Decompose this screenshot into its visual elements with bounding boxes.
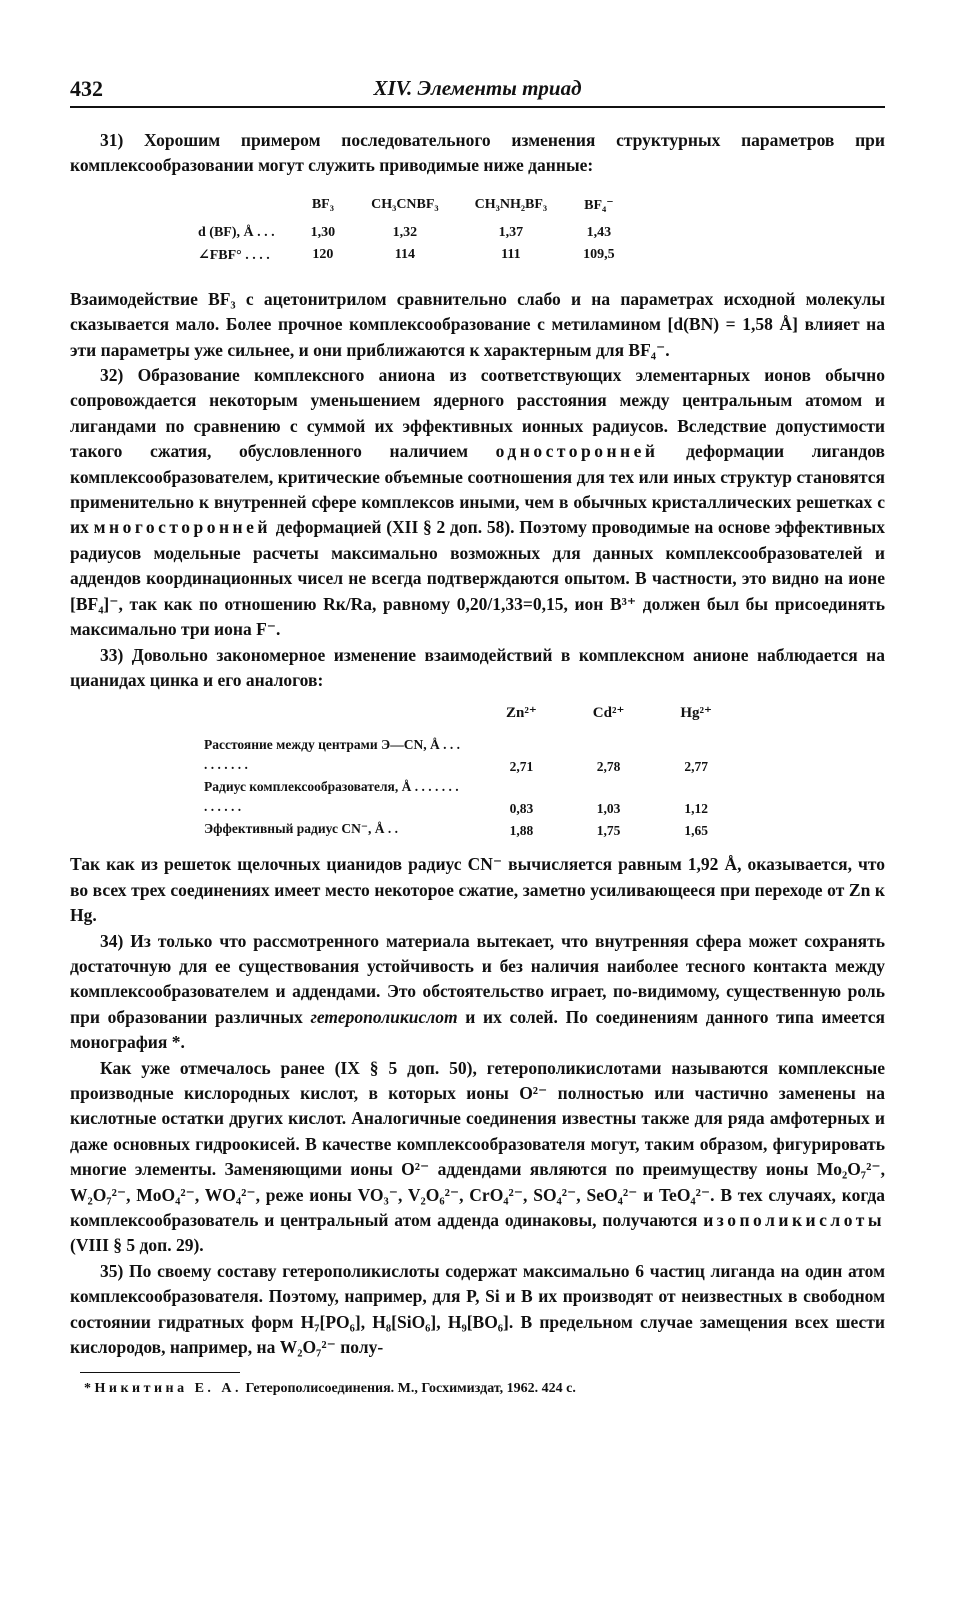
paragraph-33-continued: Так как из решеток щелочных цианидов радиус CN⁻ вычисляется равным 1,92 Å, оказывается, что во всех трех соединениях имеет место некоторое сжатие, заметно усиливающееся при переходе от Zn к Hg.	[70, 854, 885, 926]
row-label: ∠FBF° . . . .	[198, 247, 270, 263]
table-cell: 1,75	[596, 823, 621, 839]
table-cell: 1,30	[310, 224, 336, 240]
footnote-divider	[80, 1372, 240, 1373]
column-header: BF₃	[311, 197, 334, 213]
table-cell: 120	[312, 247, 334, 263]
table-cell: 111	[501, 247, 521, 263]
running-title: XIV. Элементы триад	[373, 76, 582, 100]
table-cell: 2,71	[509, 759, 534, 775]
text-span: деформацией (XII § 2 доп. 58). Поэтому проводимые на основе эффективных радиусов модельные расчеты максимально возможных для данных комплексообразователей и аддендов координационных чисел не всегда подтверждаются опытом. В частности, это видно на ионе [BF₄]⁻, так как по отношению Rк/Rа, равному 0,20/1,33=0,15, ион B³⁺ должен был бы присоединять максимально три иона F⁻.	[70, 517, 885, 640]
column-header: BF₄⁻	[584, 197, 614, 213]
paragraph-34	[70, 929, 885, 1056]
column-header: Cd²⁺	[592, 705, 625, 722]
table-cell: 109,5	[583, 247, 615, 263]
paragraph-34-continued	[70, 1056, 885, 1259]
row-label: Расстояние между центрами Э—CN, Å . . . . . . . . . .	[204, 737, 460, 773]
table-cell: 1,12	[684, 801, 708, 817]
row-label: Радиус комплексообразователя, Å . . . . . . . . . . . . .	[204, 779, 459, 815]
italic-term: гетерополикислот	[310, 1006, 458, 1027]
bf-parameters-table	[198, 195, 633, 267]
table-row	[204, 734, 740, 776]
spaced-emphasis: односторонней	[495, 441, 659, 462]
table-cell: 1,32	[392, 224, 418, 240]
spaced-emphasis: многосторонней	[93, 517, 271, 538]
footnote	[70, 1381, 885, 1397]
row-label: d (BF), Å . . .	[198, 224, 275, 240]
table-corner	[198, 195, 293, 222]
table-corner	[204, 703, 478, 734]
paragraph-32	[70, 363, 885, 642]
table-cell: 0,83	[509, 801, 534, 817]
table-header-row	[204, 703, 740, 734]
table-row	[204, 776, 740, 818]
footnote-marker: *	[84, 1381, 91, 1397]
table-row	[204, 818, 740, 840]
column-header: CH₃CNBF₃	[371, 197, 439, 213]
paragraph-33: 33) Довольно закономерное изменение взаимодействий в комплексном анионе наблюдается на цианидах цинка и его аналогов:	[70, 644, 885, 690]
column-header: Zn²⁺	[506, 705, 537, 722]
column-header: CH₃NH₂BF₃	[474, 197, 548, 213]
text-span: деформации лигандов комплексообразователем, критические объемные соотношения для тех или иных структур становятся применительно к внутренней сфере комплексов иными, чем в обычных кристаллических решетках с их	[70, 441, 885, 538]
spaced-emphasis: изополикислоты	[703, 1210, 885, 1230]
paragraph-35: 35) По своему составу гетерополикислоты содержат максимально 6 частиц лиганда на один атом комплексообразователя. Поэтому, например, для P, Si и B их производят от неизвестных в свободном состоянии гидратных форм H₇[PO₆], H₈[SiO₆], H₉[BO₆]. В предельном случае замещения всех шести кислородов, например, на W₂O₇²⁻ полу-	[70, 1260, 885, 1358]
page	[70, 70, 885, 1397]
table-cell: 1,43	[586, 224, 612, 240]
table-cell: 114	[394, 247, 415, 263]
cyanide-table	[204, 703, 740, 840]
text-span: (VIII § 5 доп. 29).	[70, 1235, 204, 1256]
column-header: Hg²⁺	[680, 705, 712, 722]
table-cell: 1,88	[509, 823, 534, 839]
footnote-text: Гетерополисоединения. М., Госхимиздат, 1962. 424 с.	[242, 1381, 576, 1397]
table-row	[198, 244, 633, 267]
table-cell: 1,03	[596, 801, 621, 817]
table-cell: 2,77	[684, 759, 708, 775]
table-cell: 2,78	[596, 759, 621, 775]
page-header	[70, 70, 885, 108]
text-span: и их солей. По соединениям данного типа имеется монография *.	[70, 1006, 885, 1053]
page-number: 432	[70, 76, 103, 101]
text-span: 34) Из только что рассмотренного материала вытекает, что внутренняя сфера может сохранять достаточную для ее существования устойчивость и без наличия наиболее тесного контакта между комплексообразователем и аддендами. Это обстоятельство играет, по-видимому, существенную роль при образовании различных	[70, 930, 885, 1027]
text-span: 32) Образование комплексного аниона из соответствующих элементарных ионов обычно сопровождается некоторым уменьшением ядерного расстояния между центральным атомом и лигандами по сравнению с суммой их эффективных ионных радиусов. Вследствие допустимости такого сжатия, обусловленного наличием	[70, 365, 885, 462]
table-cell: 1,65	[684, 823, 708, 839]
table-cell: 1,37	[498, 224, 524, 240]
table-header-row	[198, 195, 633, 222]
text-span: Как уже отмечалось ранее (IX § 5 доп. 50), гетерополикислотами называются комплексные производные кислородных кислот, в которых ионы O²⁻ полностью или частично заменены на кислотные остатки других кислот. Аналогичные соединения известны также для ряда амфотерных и даже основных гидроокисей. В качестве комплексообразователя могут, таким образом, фигурировать многие элементы. Заменяющими ионы O²⁻ аддендами являются по преимуществу ионы Mo₂O₇²⁻, W₂O₇²⁻, MoO₄²⁻, WO₄²⁻, реже ионы VO₃⁻, V₂O₆²⁻, CrO₄²⁻, SO₄²⁻, SeO₄²⁻ и TeO₄²⁻. В тех случаях, когда комплексообразователь и центральный атом адденда одинаковы, получаются	[70, 1057, 885, 1230]
table-row	[198, 222, 633, 244]
footnote-author: Никитина Е. А.	[94, 1381, 243, 1397]
row-label: Эффективный радиус CN⁻, Å . .	[204, 821, 398, 837]
paragraph-31: 31) Хорошим примером последовательного изменения структурных параметров при комплексообразовании могут служить приводимые ниже данные:	[70, 130, 885, 176]
paragraph-31-continued: Взаимодействие BF₃ с ацетонитрилом сравнительно слабо и на параметрах исходной молекулы сказывается мало. Более прочное комплексообразование с метиламином [d(BN) = 1,58 Å] влияет на эти параметры уже сильнее, и они приближаются к характерным для BF₄⁻.	[70, 288, 885, 360]
